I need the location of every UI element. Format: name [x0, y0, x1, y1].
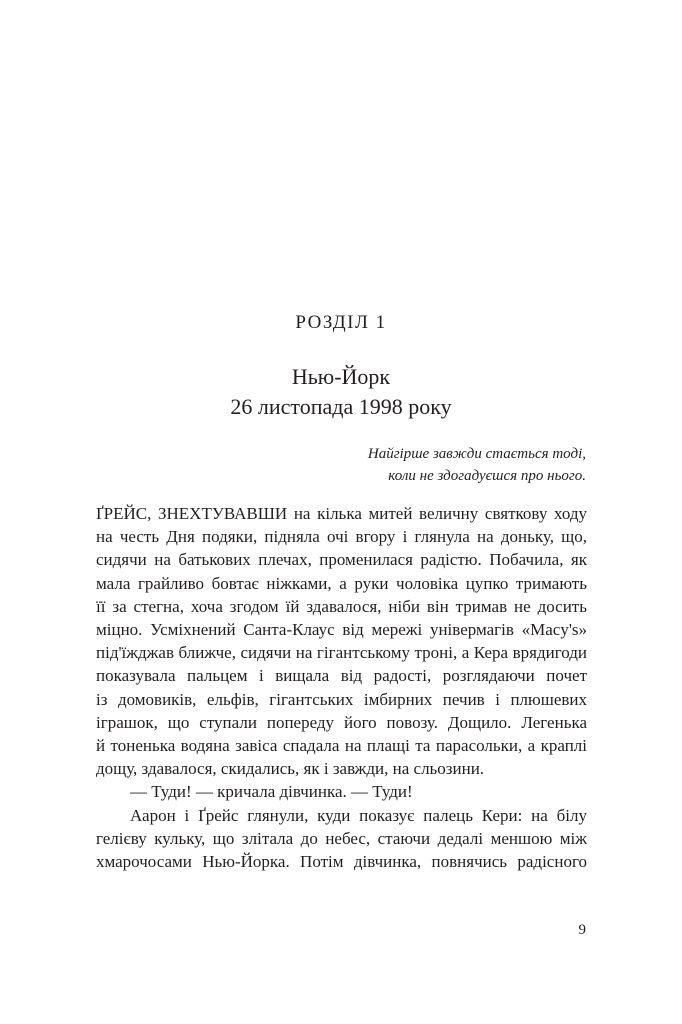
- text-line: мала грайливо бовтає ніжками, а руки чоловіка цупко тримають: [96, 573, 587, 593]
- text-line: іграшок, що ступали попереду його повозу. Дощило. Легенька: [96, 712, 587, 732]
- text-line: під'їжджав ближче, сидячи на гігантському троні, а Кера врядигоди: [96, 643, 587, 663]
- chapter-place: Нью-Йорк: [291, 364, 391, 389]
- text-line: міцно. Усміхнений Санта-Клаус від мережі універмагів «Macy's»: [96, 620, 587, 640]
- text-line: показувала пальцем і вищала від радості, розглядаючи почет: [96, 666, 587, 686]
- chapter-title: [0, 362, 682, 422]
- text-line: ҐРЕЙС, ЗНЕХТУВАВШИ на кілька митей величну святкову ходу: [96, 504, 587, 523]
- text-line: на честь Дня подяки, підняла очі вгору і глянула на доньку, що,: [96, 527, 587, 547]
- text-line: із домовиків, ельфів, гігантських імбирних печив і плюшевих: [96, 689, 587, 709]
- text-line: й тоненька водяна завіса спадала на плащі та парасольки, а краплі: [96, 736, 587, 756]
- text-line: хмарочосами Нью-Йорка. Потім дівчинка, повнячись радісного: [96, 852, 587, 872]
- epigraph-line: Найгірше завжди стається тоді,: [367, 446, 586, 462]
- text-line: гелієву кульку, що злітала до небес, стаючи дедалі меншою між: [96, 828, 587, 848]
- page-number: 9: [578, 922, 586, 938]
- epigraph-line: коли не здогадуєшся про нього.: [388, 468, 586, 484]
- body-text: [96, 502, 587, 873]
- text-line: сидячи на батькових плечах, променилася радістю. Побачила, як: [96, 550, 587, 570]
- dialogue-line: — Туди! — кричала дівчинка. — Туди!: [130, 782, 413, 802]
- text-line: Аарон і Ґрейс глянули, куди показує палець Кери: на білу: [130, 805, 587, 825]
- chapter-label: РОЗДІЛ 1: [295, 312, 387, 333]
- text-line: її за стегна, хоча згодом їй здавалося, ніби він тримав не досить: [96, 596, 587, 616]
- epigraph: [368, 443, 586, 487]
- text-line: дощу, здавалося, скидались, як і завжди, на сльозини.: [96, 759, 485, 779]
- chapter-date: 26 листопада 1998 року: [230, 394, 452, 419]
